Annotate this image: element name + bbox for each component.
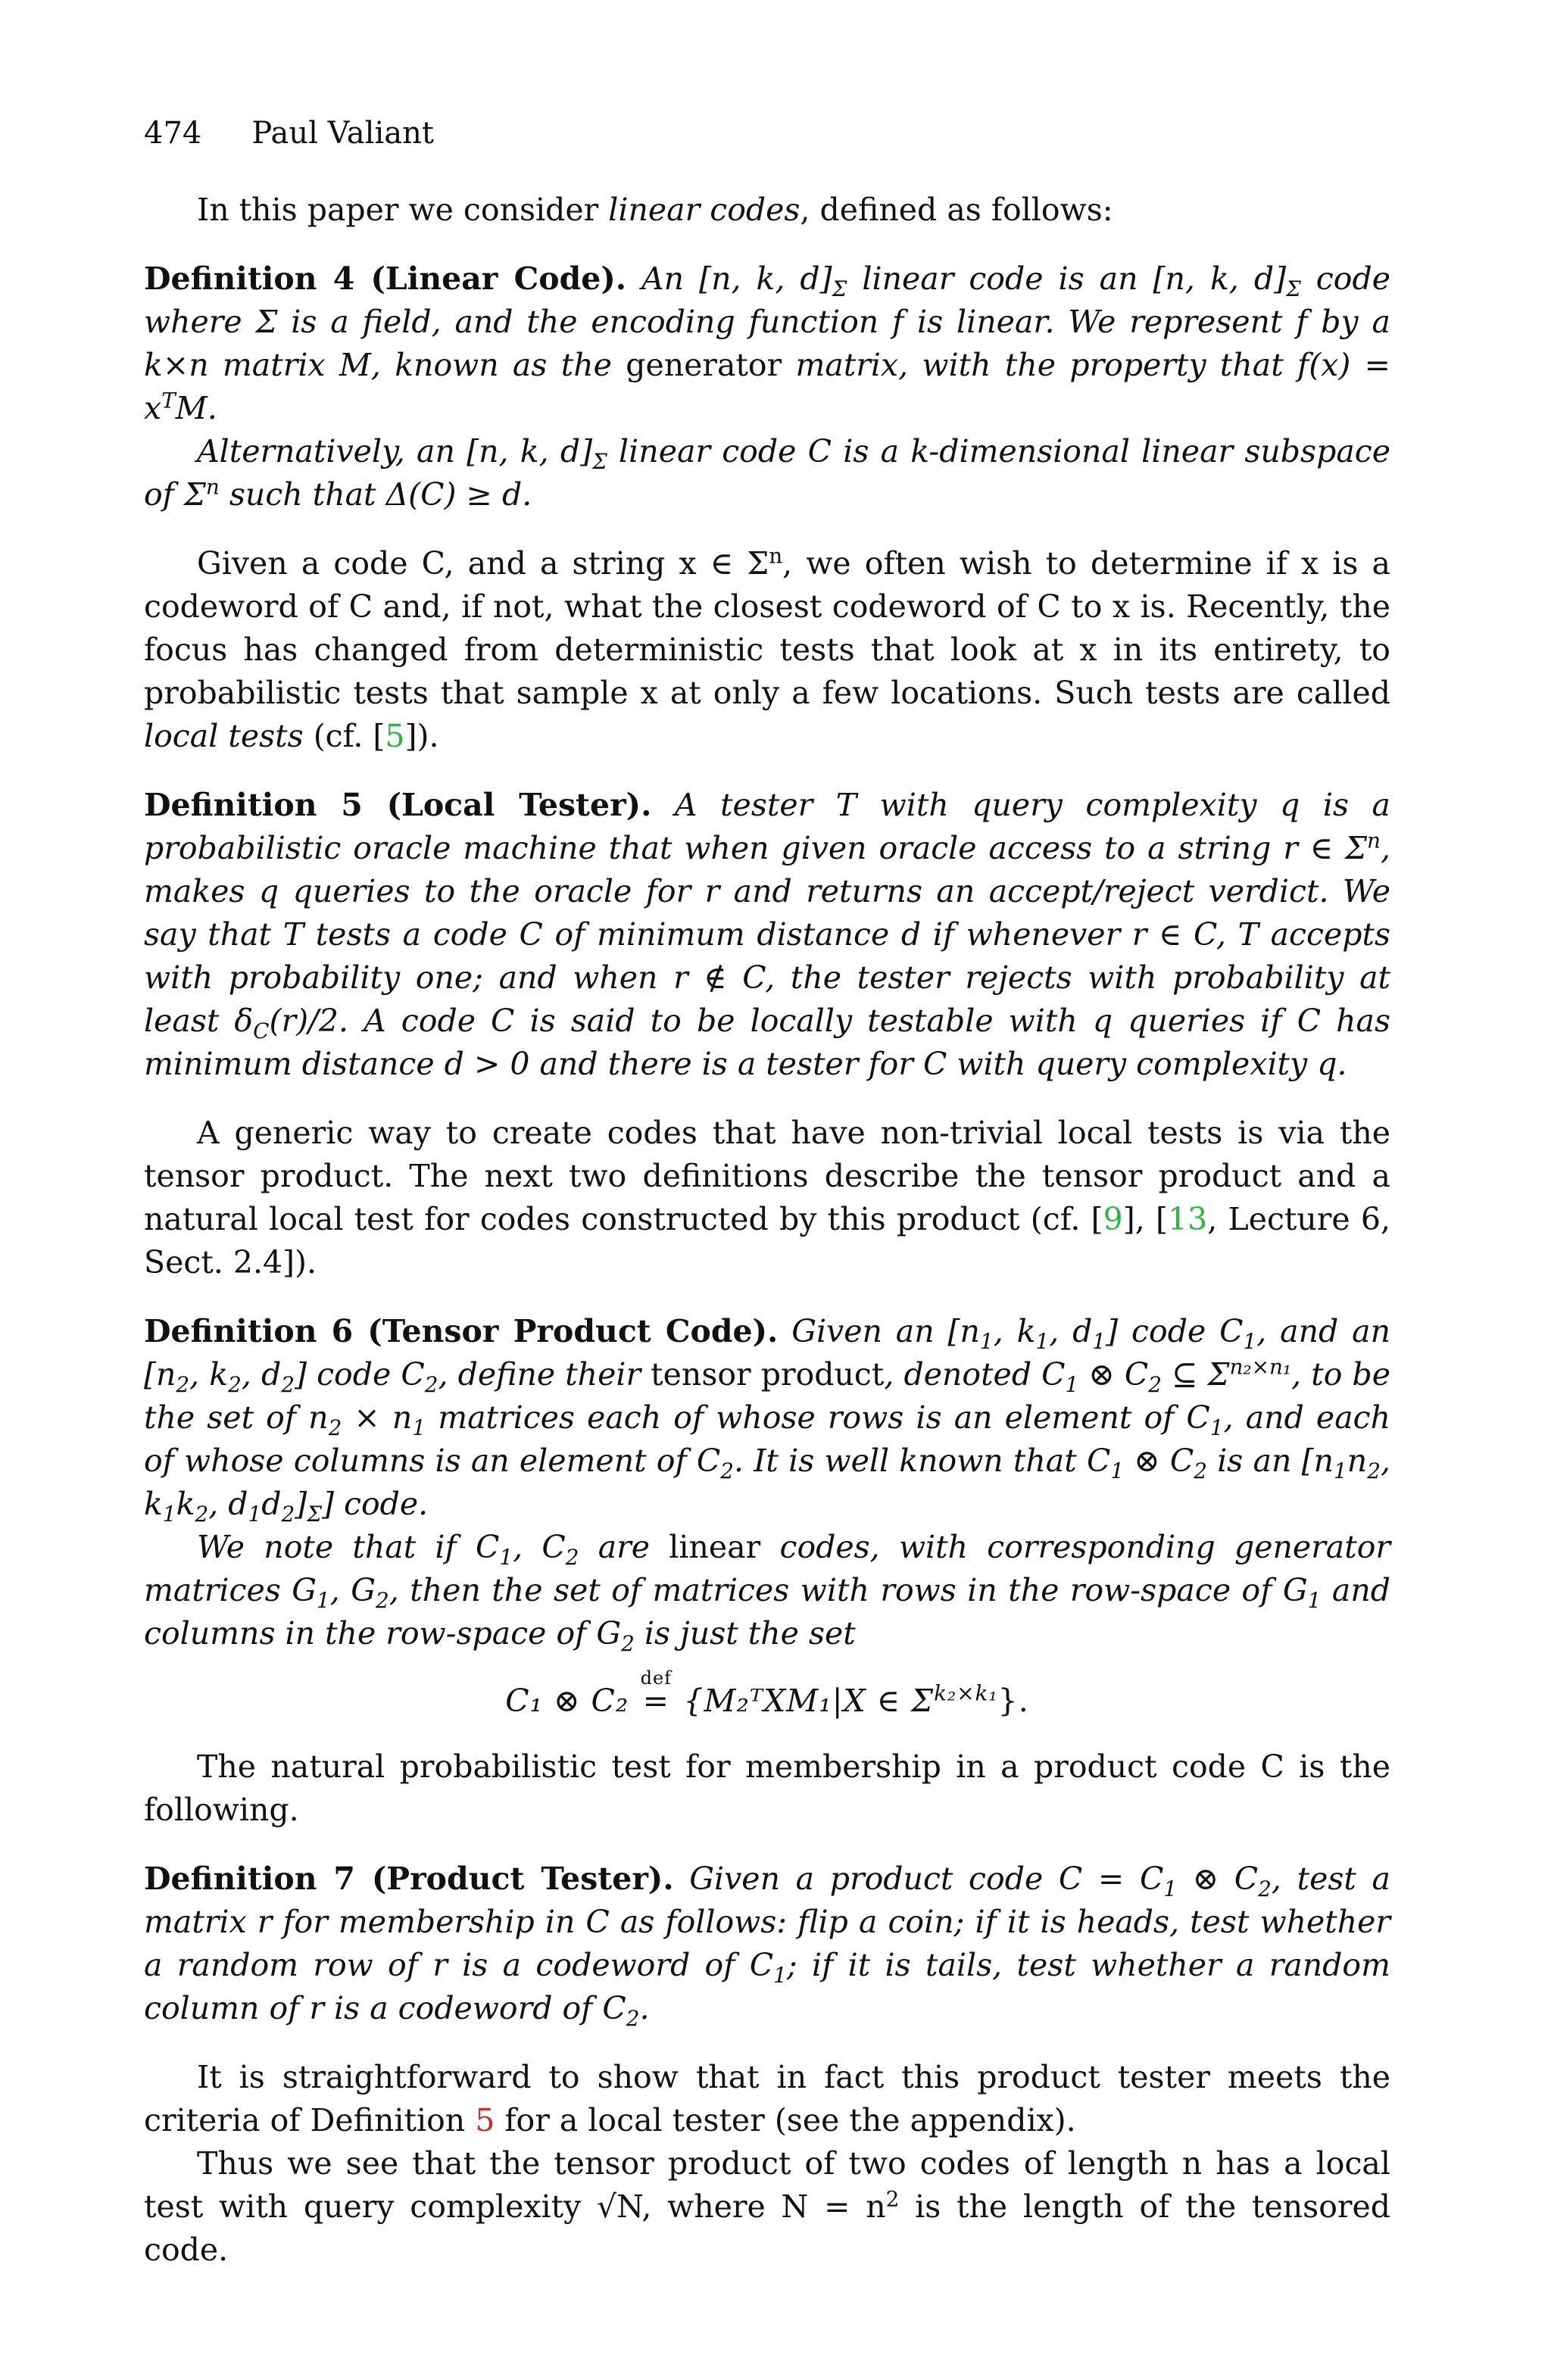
citation-link-9[interactable]: 9	[1103, 1201, 1123, 1237]
intro-paragraph: In this paper we consider linear codes, defined as follows:	[197, 192, 1113, 228]
running-header	[144, 112, 1390, 155]
page	[144, 112, 1390, 2272]
citation-link-13[interactable]: 13	[1168, 1201, 1208, 1237]
paragraph-local-tests: Given a code C, and a string x ∈ $\Sigma^n$, we often wish to determine if x is a codeword of C and, if not, what the closest codeword of C to x is. Recently, the focus has changed from deterministic tests that look at x in its entirety, to probabilistic tests that sample x at only a few locations. Such tests are called local tests (cf. [5]).	[144, 543, 1390, 754]
definition-7: Definition 7 (Product Tester). Given a product code $C = C_1$ ⊗ $C_2$, test a matrix r for membership in C as follows: flip a coin; if it is heads, test whether a random row of r is a codeword of $C_1$; if it is tails, test whether a random column of r is a codeword of $C_2$.	[144, 1861, 1390, 2032]
definition-7-heading: Definition 7 (Product Tester).	[144, 1861, 674, 1897]
paragraph-conclusion: Thus we see that the tensor product of two codes of length n has a local test with query complexity √N, where $N = n^2$ is the length of the tensored code.	[144, 2145, 1390, 2268]
page-number: 474	[144, 116, 202, 151]
paragraph-tensor-intro: A generic way to create codes that have non-trivial local tests is via the tensor product. The next two definitions describe the tensor product and a natural local test for codes constructed by this product (cf. [9], [13, Lecture 6, Sect. 2.4]).	[144, 1115, 1391, 1280]
definition-4: Definition 4 (Linear Code). An [n, k, $d]_\Sigma$ linear code is an [n, k, $d]_\Sigma$ code where Σ is a field, and the encoding function f is linear. We represent f by a k×n matrix M, known as the generator matrix, with the property that $f(x) = x^TM$. Alternatively, an [n, k, $d]_\Sigma$ linear code C is a k-dimensional linear subspace of $\Sigma^n$ such that Δ(C) ≥ d.	[144, 260, 1390, 513]
definition-4-heading: Definition 4 (Linear Code).	[144, 260, 627, 297]
citation-link-5[interactable]: 5	[385, 718, 405, 754]
paragraph-criteria: It is straightforward to show that in fact this product tester meets the criteria of Definition 5 for a local tester (see the appendix).	[144, 2059, 1390, 2138]
tensor-product-equation: C₁ ⊗ C₂ = def {M₂ᵀXM₁|X ∈ $\Sigma^{k_2\times k_1}$}.	[505, 1667, 1029, 1719]
definition-5-heading: Definition 5 (Local Tester).	[144, 787, 652, 823]
author-name: Paul Valiant	[251, 116, 434, 151]
definition-link-5[interactable]: 5	[475, 2102, 495, 2138]
definition-6-heading: Definition 6 (Tensor Product Code).	[144, 1313, 779, 1349]
definition-5: Definition 5 (Local Tester). A tester T with query complexity q is a probabilistic oracle machine that when given oracle access to a string r ∈ $\Sigma^n$, makes q queries to the oracle for r and returns an accept/reject verdict. We say that T tests a code C of minimum distance d if whenever r ∈ C, T accepts with probability one; and when r ∉ C, the tester rejects with probability at least $\delta_C(r)/2$. A code C is said to be locally testable with q queries if C has minimum distance d > 0 and there is a tester for C with query complexity q.	[144, 787, 1391, 1082]
paragraph-natural-test: The natural probabilistic test for membership in a product code C is the following.	[144, 1748, 1390, 1828]
definition-6: Definition 6 (Tensor Product Code). Given an [$n_1$, $k_1$, $d_1$] code $C_1$, and an [$n_2$, $k_2$, $d_2$] code $C_2$, define their tensor product, denoted $C_1$ ⊗ $C_2$ ⊆ $\Sigma^{n_2\times n_1}$, to be the set of $n_2 \times n_1$ matrices each of whose rows is an element of $C_1$, and each of whose columns is an element of $C_2$. It is well known that $C_1$ ⊗ $C_2$ is an [$n_1n_2$, $k_1k_2$, $d_1d_2]_\Sigma$] code. We note that if $C_1$, $C_2$ are linear codes, with corresponding generator matrices $G_1$, $G_2$, then the set of matrices with rows in the row-space of $G_1$ and columns in the row-space of $G_2$ is just the set	[144, 1313, 1391, 1657]
